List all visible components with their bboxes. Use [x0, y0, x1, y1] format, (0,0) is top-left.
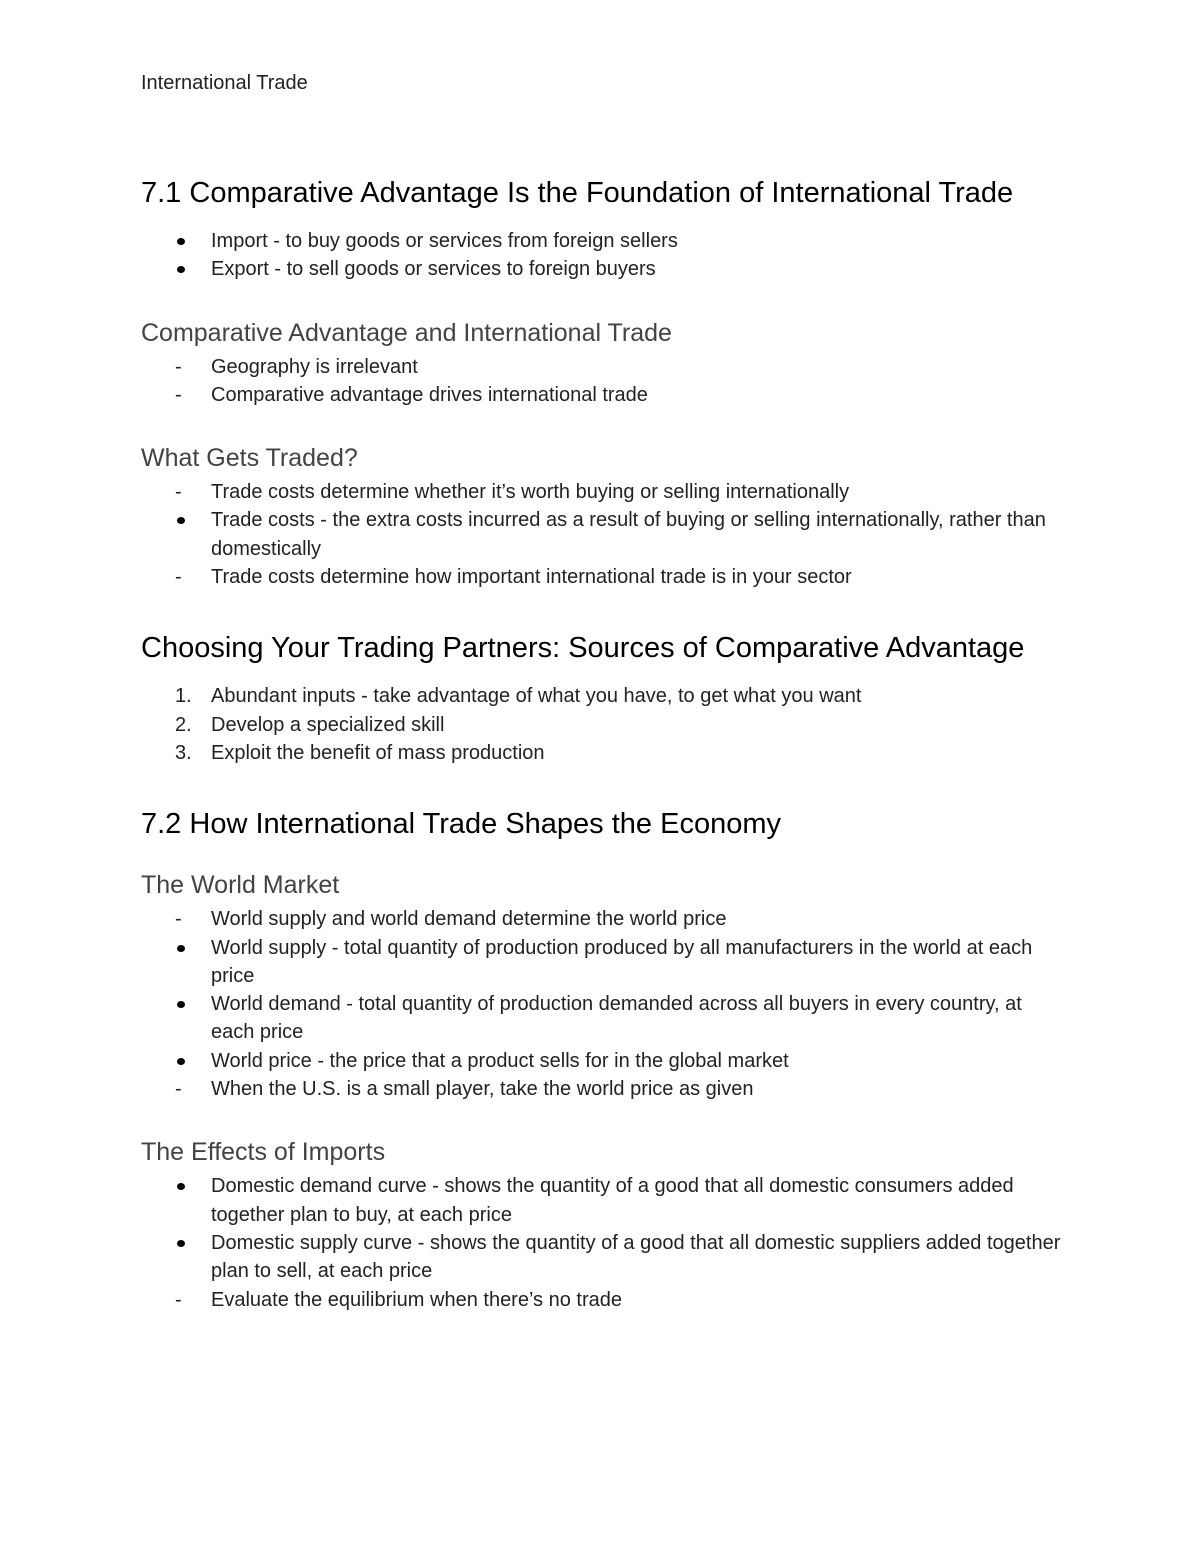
list-number: 2.: [175, 713, 192, 736]
list-item-text: World supply and world demand determine the world price: [211, 908, 727, 931]
mixed-list-world-market: [141, 905, 1061, 1103]
dash-marker: -: [175, 383, 182, 406]
heading-effects-of-imports: The Effects of Imports: [141, 1138, 386, 1167]
dash-list-comparative-advantage: [141, 353, 1061, 410]
list-item: [141, 990, 1061, 1047]
heading-comparative-advantage: Comparative Advantage and International Trade: [141, 318, 672, 347]
dash-marker: -: [175, 566, 182, 589]
list-number: 1.: [175, 685, 192, 708]
list-item: [141, 1229, 1061, 1286]
list-item: [141, 478, 1061, 506]
list-item-text: Trade costs determine how important international trade is in your sector: [211, 566, 852, 589]
list-item: [141, 1172, 1061, 1229]
numbered-list-sources: [141, 682, 1061, 767]
list-item: [141, 711, 1061, 739]
list-item: [141, 682, 1061, 710]
list-item: [141, 506, 1061, 563]
list-item: [141, 934, 1061, 991]
bullet-icon: [141, 1229, 201, 1257]
bullet-icon: [141, 934, 201, 962]
heading-7-2: 7.2 How International Trade Shapes the Economy: [141, 808, 781, 841]
document-body: [141, 176, 1061, 1314]
dash-marker: -: [175, 1078, 182, 1101]
heading-choosing-partners: Choosing Your Trading Partners: Sources of Comparative Advantage: [141, 632, 1025, 665]
list-item-text: Abundant inputs - take advantage of what you have, to get what you want: [211, 685, 862, 708]
list-item: [141, 381, 1061, 409]
list-item-text: World demand - total quantity of production demanded across all buyers in every country, at each price: [211, 993, 1022, 1044]
list-item-text: Trade costs determine whether it’s worth buying or selling internationally: [211, 481, 850, 504]
bullet-icon: [141, 506, 201, 534]
list-item: [141, 1075, 1061, 1103]
dash-marker: -: [175, 355, 182, 378]
heading-7-1: 7.1 Comparative Advantage Is the Foundation of International Trade: [141, 177, 1014, 209]
heading-world-market: The World Market: [141, 871, 340, 900]
list-item: [141, 353, 1061, 381]
list-item-text: Export - to sell goods or services to foreign buyers: [211, 258, 656, 281]
list-item-text: Geography is irrelevant: [211, 355, 418, 378]
list-item-text: Domestic supply curve - shows the quantity of a good that all domestic suppliers added together plan to sell, at each price: [211, 1231, 1061, 1283]
mixed-list-trade-costs: [141, 478, 1061, 591]
bullet-icon: [141, 1047, 201, 1075]
list-item-text: Domestic demand curve - shows the quantity of a good that all domestic consumers added together plan to buy, at each price: [211, 1175, 1014, 1226]
list-item-text: When the U.S. is a small player, take the world price as given: [211, 1078, 754, 1101]
bullet-list-import-export: [141, 227, 1061, 284]
list-item: [141, 255, 1061, 283]
list-item: [141, 905, 1061, 933]
bullet-icon: [141, 227, 201, 255]
list-item-text: Develop a specialized skill: [211, 713, 445, 736]
list-item-text: Import - to buy goods or services from foreign sellers: [211, 230, 678, 252]
list-item-text: Exploit the benefit of mass production: [211, 741, 545, 764]
bullet-icon: [141, 990, 201, 1018]
dash-marker: -: [175, 481, 182, 504]
list-item-text: Comparative advantage drives international trade: [211, 383, 648, 406]
list-number: 3.: [175, 741, 192, 764]
list-item-text: Evaluate the equilibrium when there’s no trade: [211, 1288, 622, 1311]
list-item: [141, 1286, 1061, 1314]
mixed-list-effects-imports: [141, 1172, 1061, 1313]
bullet-icon: [141, 1172, 201, 1200]
list-item: [141, 739, 1061, 767]
list-item-text: World supply - total quantity of production produced by all manufacturers in the world at each price: [211, 936, 1033, 987]
list-item: [141, 563, 1061, 591]
list-item-text: Trade costs - the extra costs incurred as a result of buying or selling internationally, rather than domestically: [211, 509, 1046, 560]
dash-marker: -: [175, 1288, 182, 1311]
list-item: [141, 227, 1061, 255]
bullet-icon: [141, 255, 201, 283]
list-item-text: World price - the price that a product sells for in the global market: [211, 1049, 789, 1072]
document-header: International Trade: [141, 72, 308, 94]
heading-what-gets-traded: What Gets Traded?: [141, 444, 358, 473]
list-item: [141, 1047, 1061, 1075]
dash-marker: -: [175, 908, 182, 931]
